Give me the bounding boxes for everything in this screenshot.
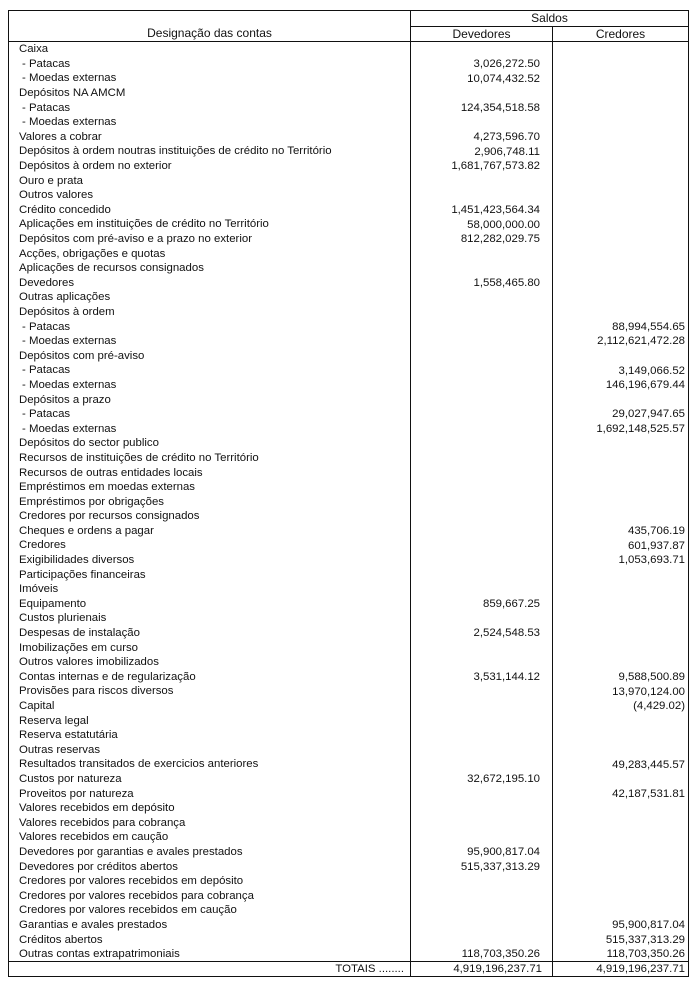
credores-value [553,115,689,130]
devedores-value [411,903,553,918]
credores-value [553,567,689,582]
devedores-value [411,611,553,626]
credores-value [553,57,689,72]
credores-value [553,246,689,261]
credores-value [553,815,689,830]
devedores-value: 1,558,465.80 [411,276,553,291]
account-name: Acções, obrigações e quotas [9,246,411,261]
credores-value: 435,706.19 [553,524,689,539]
table-row [9,348,689,363]
devedores-value: 4,273,596.70 [411,130,553,145]
table-row [9,524,689,539]
devedores-value [411,757,553,772]
devedores-value [411,494,553,509]
table-row [9,203,689,218]
devedores-value [411,465,553,480]
devedores-value: 3,531,144.12 [411,670,553,685]
devedores-value [411,451,553,466]
devedores-value [411,334,553,349]
account-name: - Patacas [9,407,411,422]
table-row [9,903,689,918]
devedores-value [411,392,553,407]
devedores-value [411,319,553,334]
credores-value [553,203,689,218]
devedores-value: 32,672,195.10 [411,772,553,787]
devedores-value [411,932,553,947]
devedores-value: 1,681,767,573.82 [411,159,553,174]
table-row [9,772,689,787]
table-row [9,859,689,874]
credores-value [553,611,689,626]
devedores-value [411,378,553,393]
table-row [9,538,689,553]
account-name: Valores recebidos em caução [9,830,411,845]
table-row [9,115,689,130]
account-name: Depósitos à ordem no exterior [9,159,411,174]
table-row [9,159,689,174]
totals-row [9,962,689,977]
totals-credores: 4,919,196,237.71 [553,962,689,977]
devedores-value [411,115,553,130]
credores-value [553,392,689,407]
credores-value [553,188,689,203]
table-row [9,451,689,466]
account-name: Reserva legal [9,713,411,728]
credores-value: 118,703,350.26 [553,947,689,962]
credores-value [553,232,689,247]
devedores-value [411,42,553,57]
table-row [9,305,689,320]
account-name: Outras aplicações [9,290,411,305]
table-row [9,246,689,261]
account-name: - Moedas externas [9,334,411,349]
table-row [9,815,689,830]
table-row [9,670,689,685]
credores-value [553,830,689,845]
table-row [9,874,689,889]
devedores-value: 118,703,350.26 [411,947,553,962]
credores-value [553,436,689,451]
table-row [9,699,689,714]
credores-value: 42,187,531.81 [553,786,689,801]
devedores-value: 10,074,432.52 [411,71,553,86]
account-name: Imobilizações em curso [9,640,411,655]
table-row [9,509,689,524]
table-row [9,407,689,422]
devedores-value [411,801,553,816]
header-credores: Credores [553,27,689,42]
devedores-value [411,713,553,728]
table-row [9,378,689,393]
credores-value [553,217,689,232]
devedores-value: 812,282,029.75 [411,232,553,247]
account-name: Valores a cobrar [9,130,411,145]
devedores-value [411,918,553,933]
devedores-value: 2,524,548.53 [411,626,553,641]
account-name: Credores por valores recebidos em depósito [9,874,411,889]
table-row [9,947,689,962]
credores-value [553,173,689,188]
devedores-value [411,567,553,582]
table-row [9,363,689,378]
account-name: Depósitos à ordem noutras instituições de crédito no Território [9,144,411,159]
table-row [9,888,689,903]
credores-value: 29,027,947.65 [553,407,689,422]
account-name: Provisões para riscos diversos [9,684,411,699]
table-row [9,918,689,933]
account-name: Créditos abertos [9,932,411,947]
account-name: Aplicações em instituições de crédito no Território [9,217,411,232]
table-row [9,86,689,101]
account-name: Valores recebidos para cobrança [9,815,411,830]
credores-value [553,86,689,101]
devedores-value: 1,451,423,564.34 [411,203,553,218]
credores-value [553,655,689,670]
account-name: - Patacas [9,363,411,378]
devedores-value [411,874,553,889]
account-name: Valores recebidos em depósito [9,801,411,816]
devedores-value [411,86,553,101]
table-row [9,232,689,247]
devedores-value: 515,337,313.29 [411,859,553,874]
account-name: Empréstimos por obrigações [9,494,411,509]
devedores-value [411,786,553,801]
credores-value: 95,900,817.04 [553,918,689,933]
account-name: Depósitos NA AMCM [9,86,411,101]
devedores-value [411,509,553,524]
credores-value [553,845,689,860]
credores-value: 515,337,313.29 [553,932,689,947]
table-row [9,582,689,597]
credores-value [553,261,689,276]
account-name: Outras contas extrapatrimoniais [9,947,411,962]
account-name: Recursos de instituições de crédito no Território [9,451,411,466]
devedores-value [411,524,553,539]
table-row [9,100,689,115]
table-row [9,713,689,728]
table-row [9,757,689,772]
header-saldos: Saldos [411,11,689,27]
account-name: Devedores [9,276,411,291]
header-designacao: Designação das contas [9,11,411,42]
devedores-value: 2,906,748.11 [411,144,553,159]
credores-value [553,130,689,145]
devedores-value [411,640,553,655]
credores-value [553,888,689,903]
devedores-value [411,348,553,363]
balance-sheet [8,10,688,977]
credores-value [553,582,689,597]
account-name: Participações financeiras [9,567,411,582]
account-name: Depósitos do sector publico [9,436,411,451]
table-row [9,553,689,568]
credores-value [553,801,689,816]
table-row [9,567,689,582]
table-row [9,845,689,860]
devedores-value [411,699,553,714]
account-name: Imóveis [9,582,411,597]
table-row [9,494,689,509]
account-name: Exigibilidades diversos [9,553,411,568]
account-name: Devedores por garantias e avales prestados [9,845,411,860]
devedores-value: 124,354,518.58 [411,100,553,115]
devedores-value [411,684,553,699]
totals-label: TOTAIS ........ [9,962,411,977]
credores-value [553,71,689,86]
credores-value [553,42,689,57]
table-row [9,465,689,480]
account-name: Custos plurienais [9,611,411,626]
credores-value [553,494,689,509]
table-row [9,290,689,305]
account-name: Depósitos com pré-aviso [9,348,411,363]
account-name: Recursos de outras entidades locais [9,465,411,480]
devedores-value: 3,026,272.50 [411,57,553,72]
table-row [9,480,689,495]
devedores-value [411,830,553,845]
credores-value [553,159,689,174]
credores-value [553,903,689,918]
table-row [9,786,689,801]
balance-table [8,10,689,977]
table-row [9,276,689,291]
account-name: Ouro e prata [9,173,411,188]
credores-value [553,626,689,641]
account-name: - Patacas [9,319,411,334]
table-row [9,611,689,626]
account-name: Caixa [9,42,411,57]
devedores-value [411,655,553,670]
account-name: Credores por valores recebidos em caução [9,903,411,918]
table-row [9,144,689,159]
credores-value: (4,429.02) [553,699,689,714]
credores-value: 1,692,148,525.57 [553,421,689,436]
table-row [9,173,689,188]
table-row [9,801,689,816]
devedores-value [411,888,553,903]
account-name: Depósitos a prazo [9,392,411,407]
account-name: - Patacas [9,100,411,115]
devedores-value [411,290,553,305]
table-row [9,728,689,743]
table-row [9,392,689,407]
devedores-value: 859,667.25 [411,597,553,612]
credores-value [553,305,689,320]
credores-value [553,348,689,363]
table-row [9,684,689,699]
account-name: Depósitos com pré-aviso e a prazo no exterior [9,232,411,247]
devedores-value [411,815,553,830]
table-row [9,626,689,641]
account-name: - Moedas externas [9,115,411,130]
credores-value [553,276,689,291]
devedores-value [411,421,553,436]
table-row [9,42,689,57]
credores-value [553,640,689,655]
table-row [9,640,689,655]
account-name: Contas internas e de regularização [9,670,411,685]
table-row [9,57,689,72]
account-name: - Moedas externas [9,421,411,436]
account-name: Capital [9,699,411,714]
devedores-value [411,246,553,261]
account-name: Outros valores imobilizados [9,655,411,670]
account-name: - Moedas externas [9,378,411,393]
table-row [9,436,689,451]
credores-value [553,509,689,524]
credores-value: 3,149,066.52 [553,363,689,378]
credores-value [553,859,689,874]
table-row [9,319,689,334]
credores-value: 2,112,621,472.28 [553,334,689,349]
devedores-value [411,538,553,553]
table-row [9,743,689,758]
table-row [9,188,689,203]
devedores-value [411,728,553,743]
account-name: Outras reservas [9,743,411,758]
credores-value [553,480,689,495]
account-name: Equipamento [9,597,411,612]
credores-value [553,290,689,305]
credores-value [553,100,689,115]
account-name: Crédito concedido [9,203,411,218]
table-body [9,42,689,962]
table-row [9,130,689,145]
credores-value: 88,994,554.65 [553,319,689,334]
credores-value: 13,970,124.00 [553,684,689,699]
devedores-value [411,305,553,320]
account-name: Aplicações de recursos consignados [9,261,411,276]
credores-value: 9,588,500.89 [553,670,689,685]
account-name: Resultados transitados de exercicios anteriores [9,757,411,772]
devedores-value: 95,900,817.04 [411,845,553,860]
account-name: Reserva estatutária [9,728,411,743]
account-name: - Patacas [9,57,411,72]
devedores-value [411,582,553,597]
credores-value [553,465,689,480]
devedores-value [411,173,553,188]
credores-value: 601,937.87 [553,538,689,553]
credores-value: 1,053,693.71 [553,553,689,568]
table-row [9,71,689,86]
table-row [9,421,689,436]
devedores-value: 58,000,000.00 [411,217,553,232]
table-row [9,830,689,845]
table-row [9,932,689,947]
account-name: Empréstimos em moedas externas [9,480,411,495]
credores-value [553,597,689,612]
totals-devedores: 4,919,196,237.71 [411,962,553,977]
account-name: Credores por valores recebidos para cobrança [9,888,411,903]
account-name: Outros valores [9,188,411,203]
account-name: Despesas de instalação [9,626,411,641]
account-name: Depósitos à ordem [9,305,411,320]
account-name: Cheques e ordens a pagar [9,524,411,539]
credores-value [553,713,689,728]
credores-value [553,451,689,466]
credores-value: 146,196,679.44 [553,378,689,393]
credores-value [553,743,689,758]
credores-value [553,772,689,787]
table-row [9,217,689,232]
devedores-value [411,407,553,422]
credores-value [553,874,689,889]
table-row [9,334,689,349]
devedores-value [411,553,553,568]
devedores-value [411,363,553,378]
table-row [9,655,689,670]
devedores-value [411,436,553,451]
credores-value [553,728,689,743]
header-devedores: Devedores [411,27,553,42]
account-name: Devedores por créditos abertos [9,859,411,874]
table-row [9,597,689,612]
account-name: Credores [9,538,411,553]
table-row [9,261,689,276]
credores-value: 49,283,445.57 [553,757,689,772]
account-name: Garantias e avales prestados [9,918,411,933]
devedores-value [411,261,553,276]
account-name: Proveitos por natureza [9,786,411,801]
credores-value [553,144,689,159]
account-name: Custos por natureza [9,772,411,787]
devedores-value [411,743,553,758]
devedores-value [411,188,553,203]
devedores-value [411,480,553,495]
account-name: - Moedas externas [9,71,411,86]
account-name: Credores por recursos consignados [9,509,411,524]
